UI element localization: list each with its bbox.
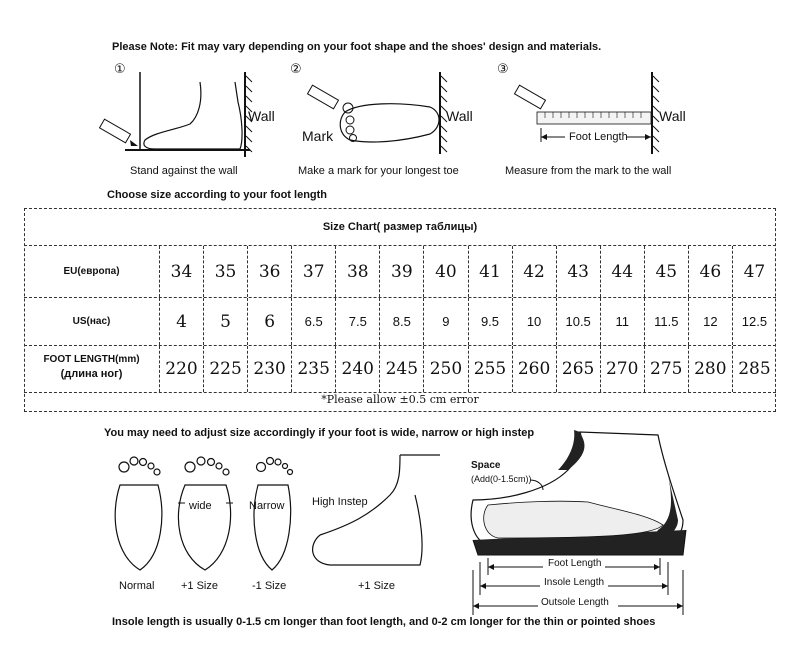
eu-row	[24, 246, 776, 298]
eu-cell: 36	[247, 246, 291, 297]
foot-types-illustration	[100, 445, 440, 585]
eu-cell: 44	[600, 246, 644, 297]
foot-type-wide-label: wide	[189, 500, 212, 512]
foot-type-normal-caption: Normal	[119, 580, 155, 592]
eu-cell: 47	[732, 246, 776, 297]
step-3-wall-label: Wall	[659, 108, 686, 124]
foot-length-cell: 265	[556, 346, 600, 392]
insole-note: Insole length is usually 0-1.5 cm longer than foot length, and 0-2 cm longer for the thin or pointed shoes	[112, 616, 656, 628]
step-2-number: ②	[290, 62, 302, 77]
foot-length-cell: 275	[644, 346, 688, 392]
shoe-foot-length-label: Foot Length	[548, 558, 602, 569]
foot-type-narrow-caption: -1 Size	[252, 580, 287, 592]
eu-cell: 42	[512, 246, 556, 297]
foot-length-cell: 230	[247, 346, 291, 392]
size-chart-title: Size Chart( размер таблицы)	[24, 208, 776, 246]
step-1-wall-label: Wall	[248, 108, 275, 124]
step-1-caption: Stand against the wall	[130, 165, 238, 177]
step-3	[497, 62, 707, 187]
foot-type-narrow-label: Narrow	[249, 500, 285, 512]
eu-cell: 41	[468, 246, 512, 297]
us-cell: 12.5	[732, 298, 776, 345]
us-cell: 8.5	[379, 298, 423, 345]
foot-length-row	[24, 346, 776, 393]
foot-length-cell: 245	[379, 346, 423, 392]
foot-length-cell: 235	[291, 346, 335, 392]
us-cell: 6	[247, 298, 291, 345]
step-1-number: ①	[114, 62, 126, 77]
eu-cell: 38	[335, 246, 379, 297]
eu-row-label: EU(европа)	[63, 266, 120, 277]
foot-length-cell: 220	[159, 346, 203, 392]
step-2-mark-label: Mark	[302, 128, 334, 144]
us-cell: 12	[688, 298, 732, 345]
foot-length-cell: 240	[335, 346, 379, 392]
adjust-note: You may need to adjust size accordingly if your foot is wide, narrow or high instep	[104, 427, 535, 439]
step-2-caption: Make a mark for your longest toe	[298, 165, 459, 177]
choose-size-note: Choose size according to your foot length	[107, 189, 328, 201]
eu-cell: 45	[644, 246, 688, 297]
foot-type-instep-caption: +1 Size	[358, 580, 395, 592]
foot-type-wide-caption: +1 Size	[181, 580, 218, 592]
eu-cell: 43	[556, 246, 600, 297]
us-cell: 7.5	[335, 298, 379, 345]
foot-type-instep-label: High Instep	[312, 496, 368, 508]
us-cell: 11.5	[644, 298, 688, 345]
eu-cell: 35	[203, 246, 247, 297]
step-3-foot-length-label: Foot Length	[569, 131, 628, 143]
eu-cell: 37	[291, 246, 335, 297]
foot-length-cell: 225	[203, 346, 247, 392]
shoe-illustration	[468, 430, 698, 620]
space-sub-label: (Add(0-1.5cm))	[471, 474, 532, 484]
foot-length-cell: 280	[688, 346, 732, 392]
us-cell: 9.5	[468, 298, 512, 345]
space-label: Space	[471, 460, 501, 471]
foot-length-cell: 270	[600, 346, 644, 392]
eu-cell: 39	[379, 246, 423, 297]
us-cell: 9	[423, 298, 467, 345]
us-row	[24, 298, 776, 346]
shoe-outsole-length-label: Outsole Length	[541, 597, 609, 608]
us-cell: 6.5	[291, 298, 335, 345]
step-3-number: ③	[497, 62, 509, 77]
error-note: *Please allow ±0.5 cm error	[321, 393, 479, 406]
eu-cell: 46	[688, 246, 732, 297]
us-cell: 4	[159, 298, 203, 345]
eu-cell: 40	[423, 246, 467, 297]
step-3-caption: Measure from the mark to the wall	[505, 165, 672, 177]
step-2-wall-label: Wall	[446, 108, 473, 124]
foot-length-cell: 285	[732, 346, 776, 392]
foot-length-row-label	[24, 354, 159, 380]
foot-length-cell: 260	[512, 346, 556, 392]
step-1	[100, 62, 275, 187]
us-cell: 10	[512, 298, 556, 345]
step-1-illustration	[100, 62, 270, 162]
shoe-insole-length-label: Insole Length	[544, 577, 605, 588]
foot-length-cell: 250	[423, 346, 467, 392]
us-cell: 5	[203, 298, 247, 345]
foot-length-label-line2: (длина ног)	[60, 368, 123, 380]
us-row-label: US(нас)	[72, 316, 111, 327]
eu-cell: 34	[159, 246, 203, 297]
foot-length-cell: 255	[468, 346, 512, 392]
us-cell: 10.5	[556, 298, 600, 345]
us-cell: 11	[600, 298, 644, 345]
foot-length-label-line1: FOOT LENGTH(mm)	[43, 354, 140, 365]
fit-note: Please Note: Fit may vary depending on your foot shape and the shoes' design and materials.	[112, 41, 602, 53]
step-2	[290, 62, 490, 187]
